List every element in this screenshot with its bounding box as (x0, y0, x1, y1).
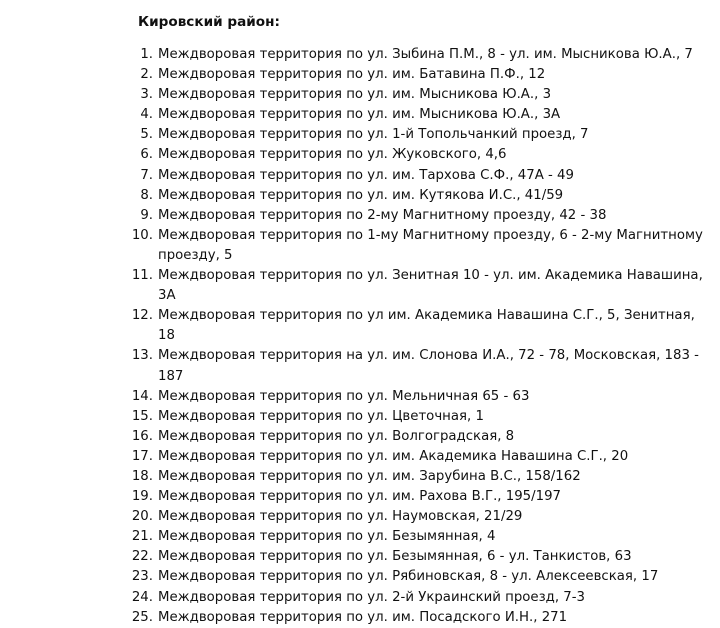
district-section (131, 12, 708, 628)
district-heading: Кировский район: (138, 14, 280, 30)
list-item (131, 407, 708, 427)
list-item (138, 85, 708, 105)
item-text: Междворовая территория по ул им. Академика Навашина С.Г., 5, Зенитная, 18 (158, 308, 695, 344)
list-item (138, 65, 708, 85)
item-text: Междворовая территория по ул. им. Мысникова Ю.А., 3 (158, 87, 552, 103)
list-item (131, 226, 708, 266)
item-text: Междворовая территория по ул. Зыбина П.М., 8 - ул. им. Мысникова Ю.А., 7 (158, 47, 693, 62)
item-text: Междворовая территория по ул. им. Зарубина В.С., 158/162 (158, 468, 581, 484)
list-item (138, 145, 708, 165)
item-number: 24. (131, 589, 153, 605)
list-item (131, 547, 708, 567)
item-number: 8. (140, 187, 153, 203)
item-number: 16. (131, 428, 153, 444)
item-number: 4. (140, 107, 153, 123)
item-text: Междворовая территория по ул. им. Посадского И.Н., 271 (158, 609, 568, 625)
item-text: Междворовая территория на ул. им. Слонова И.А., 72 - 78, Московская, 183 - 187 (158, 348, 699, 384)
item-text: Междворовая территория по ул. им. Кутякова И.С., 41/59 (158, 187, 564, 203)
territory-list (131, 45, 708, 628)
item-text: Междворовая территория по 2-му Магнитному проезду, 42 - 38 (158, 207, 607, 223)
list-item (138, 186, 708, 206)
item-number: 25. (131, 609, 153, 625)
item-number: 14. (131, 388, 153, 404)
item-text: Междворовая территория по ул. им. Академика Навашина С.Г., 20 (158, 448, 629, 464)
item-number: 17. (131, 448, 153, 464)
item-number: 19. (131, 489, 153, 505)
item-text: Междворовая территория по ул. им. Тархова С.Ф., 47А - 49 (158, 167, 574, 183)
list-item (131, 447, 708, 467)
item-text: Междворовая территория по ул. Зенитная 10 - ул. им. Академика Навашина, 3А (158, 268, 703, 304)
list-item (131, 527, 708, 547)
item-text: Междворовая территория по ул. Безымянная, 4 (158, 529, 496, 545)
item-number: 10. (131, 227, 153, 243)
list-item (131, 266, 708, 306)
item-number: 5. (140, 127, 153, 143)
list-item (131, 387, 708, 407)
list-item (138, 105, 708, 125)
item-number: 23. (131, 569, 153, 585)
item-number: 7. (140, 167, 153, 183)
item-number: 12. (131, 308, 153, 324)
item-text: Междворовая территория по ул. Безымянная, 6 - ул. Танкистов, 63 (158, 549, 632, 565)
item-number: 3. (140, 87, 153, 103)
item-text: Междворовая территория по ул. 1-й Топольчанкий проезд, 7 (158, 127, 589, 143)
list-item (131, 467, 708, 487)
list-item (131, 427, 708, 447)
item-number: 2. (140, 67, 153, 83)
list-item (131, 306, 708, 346)
item-number: 11. (131, 268, 153, 284)
list-item (138, 45, 708, 65)
list-item (131, 608, 708, 628)
item-number: 9. (140, 207, 153, 223)
item-text: Междворовая территория по ул. 2-й Украинский проезд, 7-3 (158, 589, 586, 605)
item-text: Междворовая территория по ул. им. Мысникова Ю.А., 3А (158, 107, 561, 123)
item-text: Междворовая территория по ул. Цветочная, 1 (158, 408, 484, 424)
list-item (131, 507, 708, 527)
item-number: 1. (140, 47, 153, 62)
item-text: Междворовая территория по ул. им. Батавина П.Ф., 12 (158, 67, 546, 83)
item-text: Междворовая территория по ул. Волгоградская, 8 (158, 428, 515, 444)
list-item (138, 125, 708, 145)
item-text: Междворовая территория по 1-му Магнитному проезду, 6 - 2-му Магнитному проезду, 5 (158, 227, 703, 263)
item-number: 15. (131, 408, 153, 424)
item-text: Междворовая территория по ул. им. Рахова В.Г., 195/197 (158, 489, 561, 505)
item-number: 20. (131, 509, 153, 525)
item-text: Междворовая территория по ул. Рябиновская, 8 - ул. Алексеевская, 17 (158, 569, 659, 585)
list-item (138, 206, 708, 226)
item-text: Междворовая территория по ул. Наумовская, 21/29 (158, 509, 523, 525)
list-item (138, 166, 708, 186)
item-number: 21. (131, 529, 153, 545)
item-number: 13. (131, 348, 153, 364)
list-item (131, 346, 708, 386)
item-text: Междворовая территория по ул. Мельничная 65 - 63 (158, 388, 530, 404)
item-number: 6. (140, 147, 153, 163)
item-number: 22. (131, 549, 153, 565)
list-item (131, 567, 708, 587)
item-text: Междворовая территория по ул. Жуковского, 4,6 (158, 147, 507, 163)
list-item (131, 588, 708, 608)
item-number: 18. (131, 468, 153, 484)
list-item (131, 487, 708, 507)
